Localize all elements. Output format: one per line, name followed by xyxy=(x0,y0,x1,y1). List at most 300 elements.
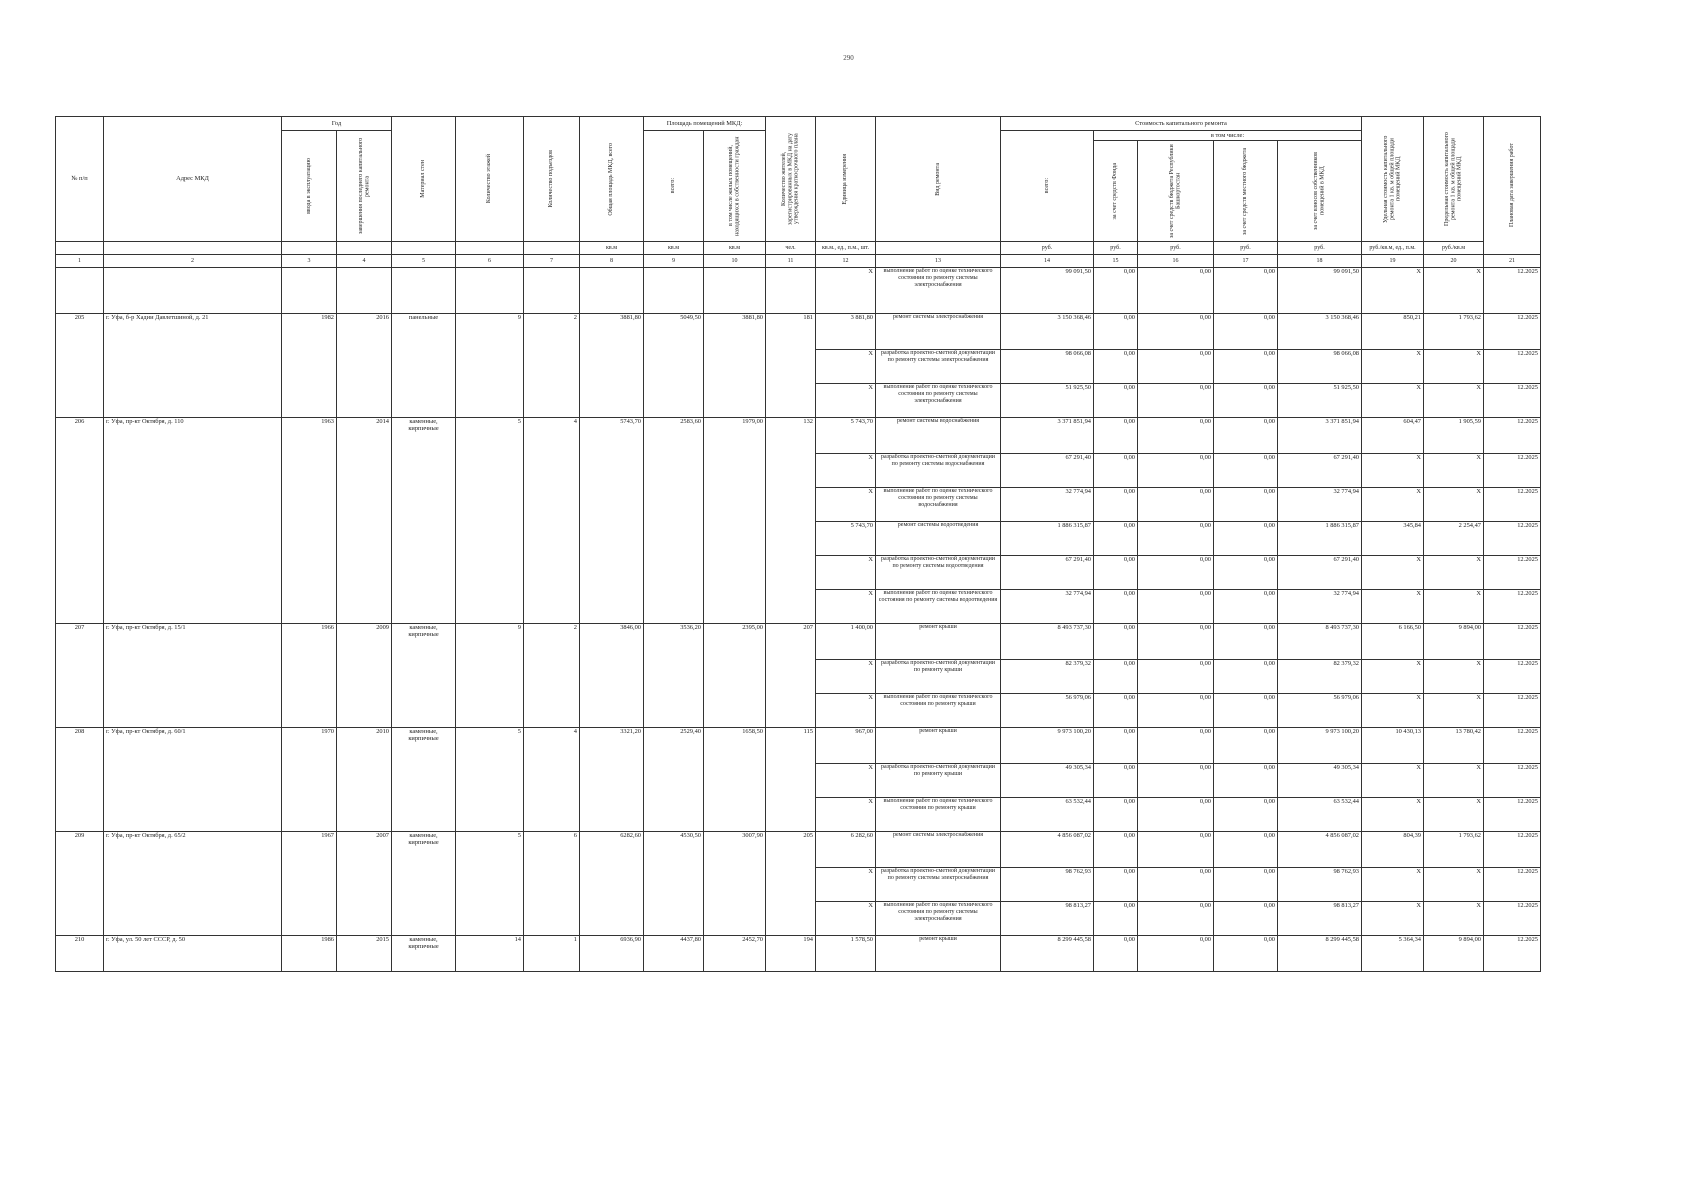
header-residents: Количество жителей, зарегистрированных в МКД на дату утверждения краткосрочного плана xyxy=(766,117,816,242)
cost-total: 82 379,32 xyxy=(1001,660,1094,694)
residential-area: 2395,00 xyxy=(704,624,766,728)
residential-area: 3881,80 xyxy=(704,314,766,418)
column-number: 21 xyxy=(1484,255,1541,268)
unit-cell xyxy=(337,242,392,255)
cost-republic: 0,00 xyxy=(1138,556,1214,590)
cost-total: 67 291,40 xyxy=(1001,556,1094,590)
work-quantity: 5 743,70 xyxy=(816,418,876,454)
deadline-date: 12.2025 xyxy=(1484,556,1541,590)
repair-plan-table xyxy=(55,116,1541,972)
year-commissioning: 1967 xyxy=(282,832,337,936)
header-max-cost: Предельная стоимость капитального ремонта 1 кв. м общей площади помещений МКД xyxy=(1424,117,1484,242)
header-entrances: Количество подъездов xyxy=(524,117,580,242)
cost-total: 98 762,93 xyxy=(1001,868,1094,902)
entrances-count: 4 xyxy=(524,418,580,624)
year-last-repair: 2016 xyxy=(337,314,392,418)
unit-cell xyxy=(524,242,580,255)
unit-cell: кв.м xyxy=(580,242,644,255)
work-quantity: X xyxy=(816,694,876,728)
object-address: г. Уфа, ул. 50 лет СССР, д. 50 xyxy=(104,936,282,972)
cost-owners: 98 762,93 xyxy=(1278,868,1362,902)
cost-owners: 1 886 315,87 xyxy=(1278,522,1362,556)
work-name: ремонт крыши xyxy=(876,624,1001,660)
unit-cost: X xyxy=(1362,902,1424,936)
cost-local: 0,00 xyxy=(1214,454,1278,488)
work-quantity: X xyxy=(816,556,876,590)
cost-republic: 0,00 xyxy=(1138,902,1214,936)
table-header xyxy=(56,117,1541,268)
cost-total: 32 774,94 xyxy=(1001,488,1094,522)
deadline-date: 12.2025 xyxy=(1484,268,1541,314)
total-area: 3846,00 xyxy=(580,624,644,728)
year-last-repair xyxy=(337,268,392,314)
unit-cell: кв.м xyxy=(704,242,766,255)
cost-owners: 8 299 445,58 xyxy=(1278,936,1362,972)
cost-local: 0,00 xyxy=(1214,268,1278,314)
table-row xyxy=(56,832,1541,868)
object-address: г. Уфа, б-р Хадии Давлетшиной, д. 21 xyxy=(104,314,282,418)
cost-local: 0,00 xyxy=(1214,488,1278,522)
cost-local: 0,00 xyxy=(1214,384,1278,418)
header-area-residential: в том числе жилых помещений, находящихся в собственности граждан xyxy=(704,131,766,242)
cost-fund: 0,00 xyxy=(1094,590,1138,624)
entrances-count: 2 xyxy=(524,314,580,418)
header-num: № п/п xyxy=(56,117,104,242)
deadline-date: 12.2025 xyxy=(1484,936,1541,972)
table-row xyxy=(56,936,1541,972)
cost-republic: 0,00 xyxy=(1138,868,1214,902)
cost-owners: 4 856 087,02 xyxy=(1278,832,1362,868)
work-quantity: X xyxy=(816,660,876,694)
max-cost: 9 894,00 xyxy=(1424,936,1484,972)
deadline-date: 12.2025 xyxy=(1484,522,1541,556)
cost-local: 0,00 xyxy=(1214,522,1278,556)
cost-owners: 63 532,44 xyxy=(1278,798,1362,832)
work-name: ремонт крыши xyxy=(876,728,1001,764)
max-cost: X xyxy=(1424,590,1484,624)
header-cost-group: Стоимость капитального ремонта xyxy=(1001,117,1362,131)
cost-local: 0,00 xyxy=(1214,660,1278,694)
cost-local: 0,00 xyxy=(1214,694,1278,728)
premises-area: 5049,50 xyxy=(644,314,704,418)
residential-area: 3007,90 xyxy=(704,832,766,936)
max-cost: 1 793,62 xyxy=(1424,832,1484,868)
header-address: Адрес МКД xyxy=(104,117,282,242)
object-address: г. Уфа, пр-кт Октября, д. 60/1 xyxy=(104,728,282,832)
cost-total: 67 291,40 xyxy=(1001,454,1094,488)
max-cost: X xyxy=(1424,268,1484,314)
year-commissioning xyxy=(282,268,337,314)
deadline-date: 12.2025 xyxy=(1484,350,1541,384)
cost-total: 3 371 851,94 xyxy=(1001,418,1094,454)
work-quantity: X xyxy=(816,384,876,418)
entrances-count: 6 xyxy=(524,832,580,936)
cost-local: 0,00 xyxy=(1214,936,1278,972)
floors-count xyxy=(456,268,524,314)
cost-total: 1 886 315,87 xyxy=(1001,522,1094,556)
unit-cost: X xyxy=(1362,454,1424,488)
cost-total: 98 066,08 xyxy=(1001,350,1094,384)
cost-republic: 0,00 xyxy=(1138,350,1214,384)
header-premises-area-group: Площадь помещений МКД: xyxy=(644,117,766,131)
floors-count: 9 xyxy=(456,314,524,418)
unit-cost: X xyxy=(1362,488,1424,522)
cost-republic: 0,00 xyxy=(1138,522,1214,556)
table-row xyxy=(56,314,1541,350)
deadline-date: 12.2025 xyxy=(1484,418,1541,454)
unit-cell: руб. xyxy=(1278,242,1362,255)
max-cost: X xyxy=(1424,868,1484,902)
max-cost: X xyxy=(1424,350,1484,384)
work-name: ремонт системы водоотведения xyxy=(876,522,1001,556)
work-quantity: 5 743,70 xyxy=(816,522,876,556)
max-cost: 13 780,42 xyxy=(1424,728,1484,764)
unit-cell: кв.м., ед., п.м., шт. xyxy=(816,242,876,255)
year-last-repair: 2015 xyxy=(337,936,392,972)
header-work-type: Вид ремонта xyxy=(876,117,1001,242)
header-cost-owners: за счет взносов собственников помещений в МКД xyxy=(1278,141,1362,242)
table-row xyxy=(56,624,1541,660)
unit-cost: X xyxy=(1362,556,1424,590)
unit-cost: X xyxy=(1362,350,1424,384)
total-area: 6282,60 xyxy=(580,832,644,936)
cost-fund: 0,00 xyxy=(1094,624,1138,660)
cost-republic: 0,00 xyxy=(1138,728,1214,764)
cost-owners: 49 305,34 xyxy=(1278,764,1362,798)
column-number: 20 xyxy=(1424,255,1484,268)
object-number: 209 xyxy=(56,832,104,936)
work-name: выполнение работ по оценке технического состояния по ремонту системы водоотведения xyxy=(876,590,1001,624)
cost-fund: 0,00 xyxy=(1094,384,1138,418)
entrances-count xyxy=(524,268,580,314)
column-number: 12 xyxy=(816,255,876,268)
unit-cost: 345,84 xyxy=(1362,522,1424,556)
cost-republic: 0,00 xyxy=(1138,314,1214,350)
work-name: разработка проектно-сметной документации по ремонту системы водоотведения xyxy=(876,556,1001,590)
cost-fund: 0,00 xyxy=(1094,868,1138,902)
premises-area: 2583,60 xyxy=(644,418,704,624)
object-address: г. Уфа, пр-кт Октября, д. 65/2 xyxy=(104,832,282,936)
unit-cost: X xyxy=(1362,868,1424,902)
work-name: разработка проектно-сметной документации по ремонту крыши xyxy=(876,660,1001,694)
wall-material: каменные, кирпичные xyxy=(392,624,456,728)
column-number: 2 xyxy=(104,255,282,268)
unit-cell xyxy=(282,242,337,255)
residents-count: 207 xyxy=(766,624,816,728)
residential-area: 1979,00 xyxy=(704,418,766,624)
max-cost: X xyxy=(1424,384,1484,418)
total-area: 6936,90 xyxy=(580,936,644,972)
deadline-date: 12.2025 xyxy=(1484,902,1541,936)
column-number: 9 xyxy=(644,255,704,268)
column-number: 11 xyxy=(766,255,816,268)
cost-owners: 98 813,27 xyxy=(1278,902,1362,936)
header-area-total: всего: xyxy=(644,131,704,242)
deadline-date: 12.2025 xyxy=(1484,832,1541,868)
header-floors: Количество этажей xyxy=(456,117,524,242)
work-quantity: X xyxy=(816,798,876,832)
work-quantity: X xyxy=(816,488,876,522)
cost-fund: 0,00 xyxy=(1094,798,1138,832)
cost-total: 56 979,06 xyxy=(1001,694,1094,728)
unit-cell: чел. xyxy=(766,242,816,255)
object-address xyxy=(104,268,282,314)
deadline-date: 12.2025 xyxy=(1484,590,1541,624)
column-number: 6 xyxy=(456,255,524,268)
header-unit-cost: Удельная стоимость капитального ремонта 1 кв. м общей площади помещений МКД xyxy=(1362,117,1424,242)
unit-cost: 804,39 xyxy=(1362,832,1424,868)
unit-cell xyxy=(56,242,104,255)
work-quantity: 1 400,00 xyxy=(816,624,876,660)
max-cost: X xyxy=(1424,488,1484,522)
deadline-date: 12.2025 xyxy=(1484,764,1541,798)
units-row xyxy=(56,242,1541,255)
cost-local: 0,00 xyxy=(1214,728,1278,764)
cost-owners: 56 979,06 xyxy=(1278,694,1362,728)
cost-owners: 98 066,08 xyxy=(1278,350,1362,384)
year-commissioning: 1963 xyxy=(282,418,337,624)
cost-fund: 0,00 xyxy=(1094,488,1138,522)
column-number: 8 xyxy=(580,255,644,268)
residents-count: 115 xyxy=(766,728,816,832)
column-number: 5 xyxy=(392,255,456,268)
cost-owners: 3 150 368,46 xyxy=(1278,314,1362,350)
header-wall-material: Материал стен xyxy=(392,117,456,242)
object-number: 206 xyxy=(56,418,104,624)
unit-cost: 6 166,50 xyxy=(1362,624,1424,660)
work-name: выполнение работ по оценке технического состояния по ремонту крыши xyxy=(876,694,1001,728)
work-quantity: 967,00 xyxy=(816,728,876,764)
cost-fund: 0,00 xyxy=(1094,522,1138,556)
cost-local: 0,00 xyxy=(1214,764,1278,798)
cost-republic: 0,00 xyxy=(1138,764,1214,798)
object-number: 205 xyxy=(56,314,104,418)
premises-area: 2529,40 xyxy=(644,728,704,832)
work-quantity: X xyxy=(816,350,876,384)
object-address: г. Уфа, пр-кт Октября, д. 15/1 xyxy=(104,624,282,728)
work-name: выполнение работ по оценке технического состояния по ремонту системы электроснабжения xyxy=(876,268,1001,314)
wall-material: каменные, кирпичные xyxy=(392,936,456,972)
deadline-date: 12.2025 xyxy=(1484,660,1541,694)
entrances-count: 1 xyxy=(524,936,580,972)
cost-republic: 0,00 xyxy=(1138,268,1214,314)
year-last-repair: 2009 xyxy=(337,624,392,728)
unit-cost: 850,21 xyxy=(1362,314,1424,350)
residents-count: 205 xyxy=(766,832,816,936)
residential-area: 2452,70 xyxy=(704,936,766,972)
year-commissioning: 1982 xyxy=(282,314,337,418)
max-cost: X xyxy=(1424,556,1484,590)
cost-local: 0,00 xyxy=(1214,902,1278,936)
year-commissioning: 1970 xyxy=(282,728,337,832)
cost-republic: 0,00 xyxy=(1138,418,1214,454)
cost-owners: 67 291,40 xyxy=(1278,556,1362,590)
work-quantity: X xyxy=(816,590,876,624)
deadline-date: 12.2025 xyxy=(1484,454,1541,488)
work-name: ремонт крыши xyxy=(876,936,1001,972)
wall-material: панельные xyxy=(392,314,456,418)
cost-fund: 0,00 xyxy=(1094,418,1138,454)
cost-fund: 0,00 xyxy=(1094,454,1138,488)
page-number: 290 xyxy=(843,54,854,62)
cost-fund: 0,00 xyxy=(1094,314,1138,350)
cost-republic: 0,00 xyxy=(1138,488,1214,522)
work-quantity: X xyxy=(816,902,876,936)
work-quantity: X xyxy=(816,268,876,314)
cost-total: 3 150 368,46 xyxy=(1001,314,1094,350)
work-name: разработка проектно-сметной документации по ремонту крыши xyxy=(876,764,1001,798)
work-quantity: 6 282,60 xyxy=(816,832,876,868)
cost-republic: 0,00 xyxy=(1138,624,1214,660)
cost-fund: 0,00 xyxy=(1094,556,1138,590)
max-cost: X xyxy=(1424,902,1484,936)
floors-count: 5 xyxy=(456,418,524,624)
residents-count: 181 xyxy=(766,314,816,418)
cost-total: 51 925,50 xyxy=(1001,384,1094,418)
cost-republic: 0,00 xyxy=(1138,798,1214,832)
table-row xyxy=(56,728,1541,764)
work-quantity: X xyxy=(816,764,876,798)
object-number: 207 xyxy=(56,624,104,728)
cost-owners: 67 291,40 xyxy=(1278,454,1362,488)
cost-republic: 0,00 xyxy=(1138,384,1214,418)
column-numbers-row xyxy=(56,255,1541,268)
object-number: 210 xyxy=(56,936,104,972)
repair-plan-sheet xyxy=(55,116,1541,972)
unit-cell xyxy=(104,242,282,255)
header-incl-group: в том числе: xyxy=(1094,131,1362,141)
residential-area xyxy=(704,268,766,314)
premises-area: 3536,20 xyxy=(644,624,704,728)
cost-republic: 0,00 xyxy=(1138,832,1214,868)
object-number: 208 xyxy=(56,728,104,832)
table-row xyxy=(56,418,1541,454)
cost-fund: 0,00 xyxy=(1094,936,1138,972)
cost-total: 49 305,34 xyxy=(1001,764,1094,798)
unit-cell: кв.м xyxy=(644,242,704,255)
year-commissioning: 1986 xyxy=(282,936,337,972)
cost-total: 63 532,44 xyxy=(1001,798,1094,832)
cost-local: 0,00 xyxy=(1214,314,1278,350)
header-cost-republic: за счет средств бюджета Республики Башкортостан xyxy=(1138,141,1214,242)
wall-material xyxy=(392,268,456,314)
deadline-date: 12.2025 xyxy=(1484,488,1541,522)
year-commissioning: 1966 xyxy=(282,624,337,728)
unit-cell: руб. xyxy=(1138,242,1214,255)
cost-local: 0,00 xyxy=(1214,556,1278,590)
work-name: ремонт системы водоснабжения xyxy=(876,418,1001,454)
cost-owners: 32 774,94 xyxy=(1278,488,1362,522)
deadline-date: 12.2025 xyxy=(1484,624,1541,660)
unit-cell: руб. xyxy=(1214,242,1278,255)
entrances-count: 4 xyxy=(524,728,580,832)
work-name: разработка проектно-сметной документации по ремонту системы электроснабжения xyxy=(876,868,1001,902)
unit-cost: 5 364,34 xyxy=(1362,936,1424,972)
entrances-count: 2 xyxy=(524,624,580,728)
max-cost: 1 905,59 xyxy=(1424,418,1484,454)
cost-local: 0,00 xyxy=(1214,868,1278,902)
cost-fund: 0,00 xyxy=(1094,350,1138,384)
cost-owners: 9 973 100,20 xyxy=(1278,728,1362,764)
cost-owners: 51 925,50 xyxy=(1278,384,1362,418)
floors-count: 14 xyxy=(456,936,524,972)
wall-material: каменные, кирпичные xyxy=(392,728,456,832)
cost-owners: 3 371 851,94 xyxy=(1278,418,1362,454)
unit-cost: 10 430,13 xyxy=(1362,728,1424,764)
cost-republic: 0,00 xyxy=(1138,936,1214,972)
cost-owners: 82 379,32 xyxy=(1278,660,1362,694)
column-number: 14 xyxy=(1001,255,1094,268)
column-number: 1 xyxy=(56,255,104,268)
residents-count: 194 xyxy=(766,936,816,972)
cost-owners: 99 091,50 xyxy=(1278,268,1362,314)
cost-fund: 0,00 xyxy=(1094,728,1138,764)
max-cost: 2 254,47 xyxy=(1424,522,1484,556)
premises-area: 4437,80 xyxy=(644,936,704,972)
column-number: 19 xyxy=(1362,255,1424,268)
cost-total: 99 091,50 xyxy=(1001,268,1094,314)
cost-fund: 0,00 xyxy=(1094,832,1138,868)
column-number: 10 xyxy=(704,255,766,268)
deadline-date: 12.2025 xyxy=(1484,384,1541,418)
header-cost-total: всего: xyxy=(1001,131,1094,242)
unit-cost: X xyxy=(1362,764,1424,798)
header-deadline: Плановая дата завершения работ xyxy=(1484,117,1541,255)
max-cost: X xyxy=(1424,454,1484,488)
work-name: ремонт системы электроснабжения xyxy=(876,832,1001,868)
object-address: г. Уфа, пр-кт Октября, д. 110 xyxy=(104,418,282,624)
residents-count: 132 xyxy=(766,418,816,624)
table-body xyxy=(56,268,1541,972)
header-unit: Единица измерения xyxy=(816,117,876,242)
header-cost-local: за счет средств местного бюджета xyxy=(1214,141,1278,242)
floors-count: 9 xyxy=(456,624,524,728)
max-cost: X xyxy=(1424,798,1484,832)
unit-cell: руб./кв.м xyxy=(1424,242,1484,255)
cost-total: 4 856 087,02 xyxy=(1001,832,1094,868)
year-last-repair: 2014 xyxy=(337,418,392,624)
cost-total: 8 493 737,30 xyxy=(1001,624,1094,660)
header-cost-fund: за счет средств Фонда xyxy=(1094,141,1138,242)
cost-fund: 0,00 xyxy=(1094,660,1138,694)
column-number: 18 xyxy=(1278,255,1362,268)
unit-cost: X xyxy=(1362,798,1424,832)
unit-cost: X xyxy=(1362,660,1424,694)
unit-cost: X xyxy=(1362,384,1424,418)
table-row xyxy=(56,268,1541,314)
cost-total: 9 973 100,20 xyxy=(1001,728,1094,764)
floors-count: 5 xyxy=(456,728,524,832)
work-quantity: 3 881,80 xyxy=(816,314,876,350)
cost-total: 98 813,27 xyxy=(1001,902,1094,936)
cost-fund: 0,00 xyxy=(1094,764,1138,798)
work-name: выполнение работ по оценке технического состояния по ремонту системы водоснабжения xyxy=(876,488,1001,522)
cost-fund: 0,00 xyxy=(1094,902,1138,936)
unit-cell xyxy=(456,242,524,255)
premises-area: 4530,50 xyxy=(644,832,704,936)
deadline-date: 12.2025 xyxy=(1484,694,1541,728)
total-area: 3881,80 xyxy=(580,314,644,418)
column-number: 4 xyxy=(337,255,392,268)
wall-material: каменные, кирпичные xyxy=(392,418,456,624)
max-cost: 9 894,00 xyxy=(1424,624,1484,660)
deadline-date: 12.2025 xyxy=(1484,868,1541,902)
cost-local: 0,00 xyxy=(1214,418,1278,454)
unit-cell: руб. xyxy=(1001,242,1094,255)
deadline-date: 12.2025 xyxy=(1484,314,1541,350)
cost-local: 0,00 xyxy=(1214,590,1278,624)
work-name: выполнение работ по оценке технического состояния по ремонту системы электроснабжения xyxy=(876,384,1001,418)
